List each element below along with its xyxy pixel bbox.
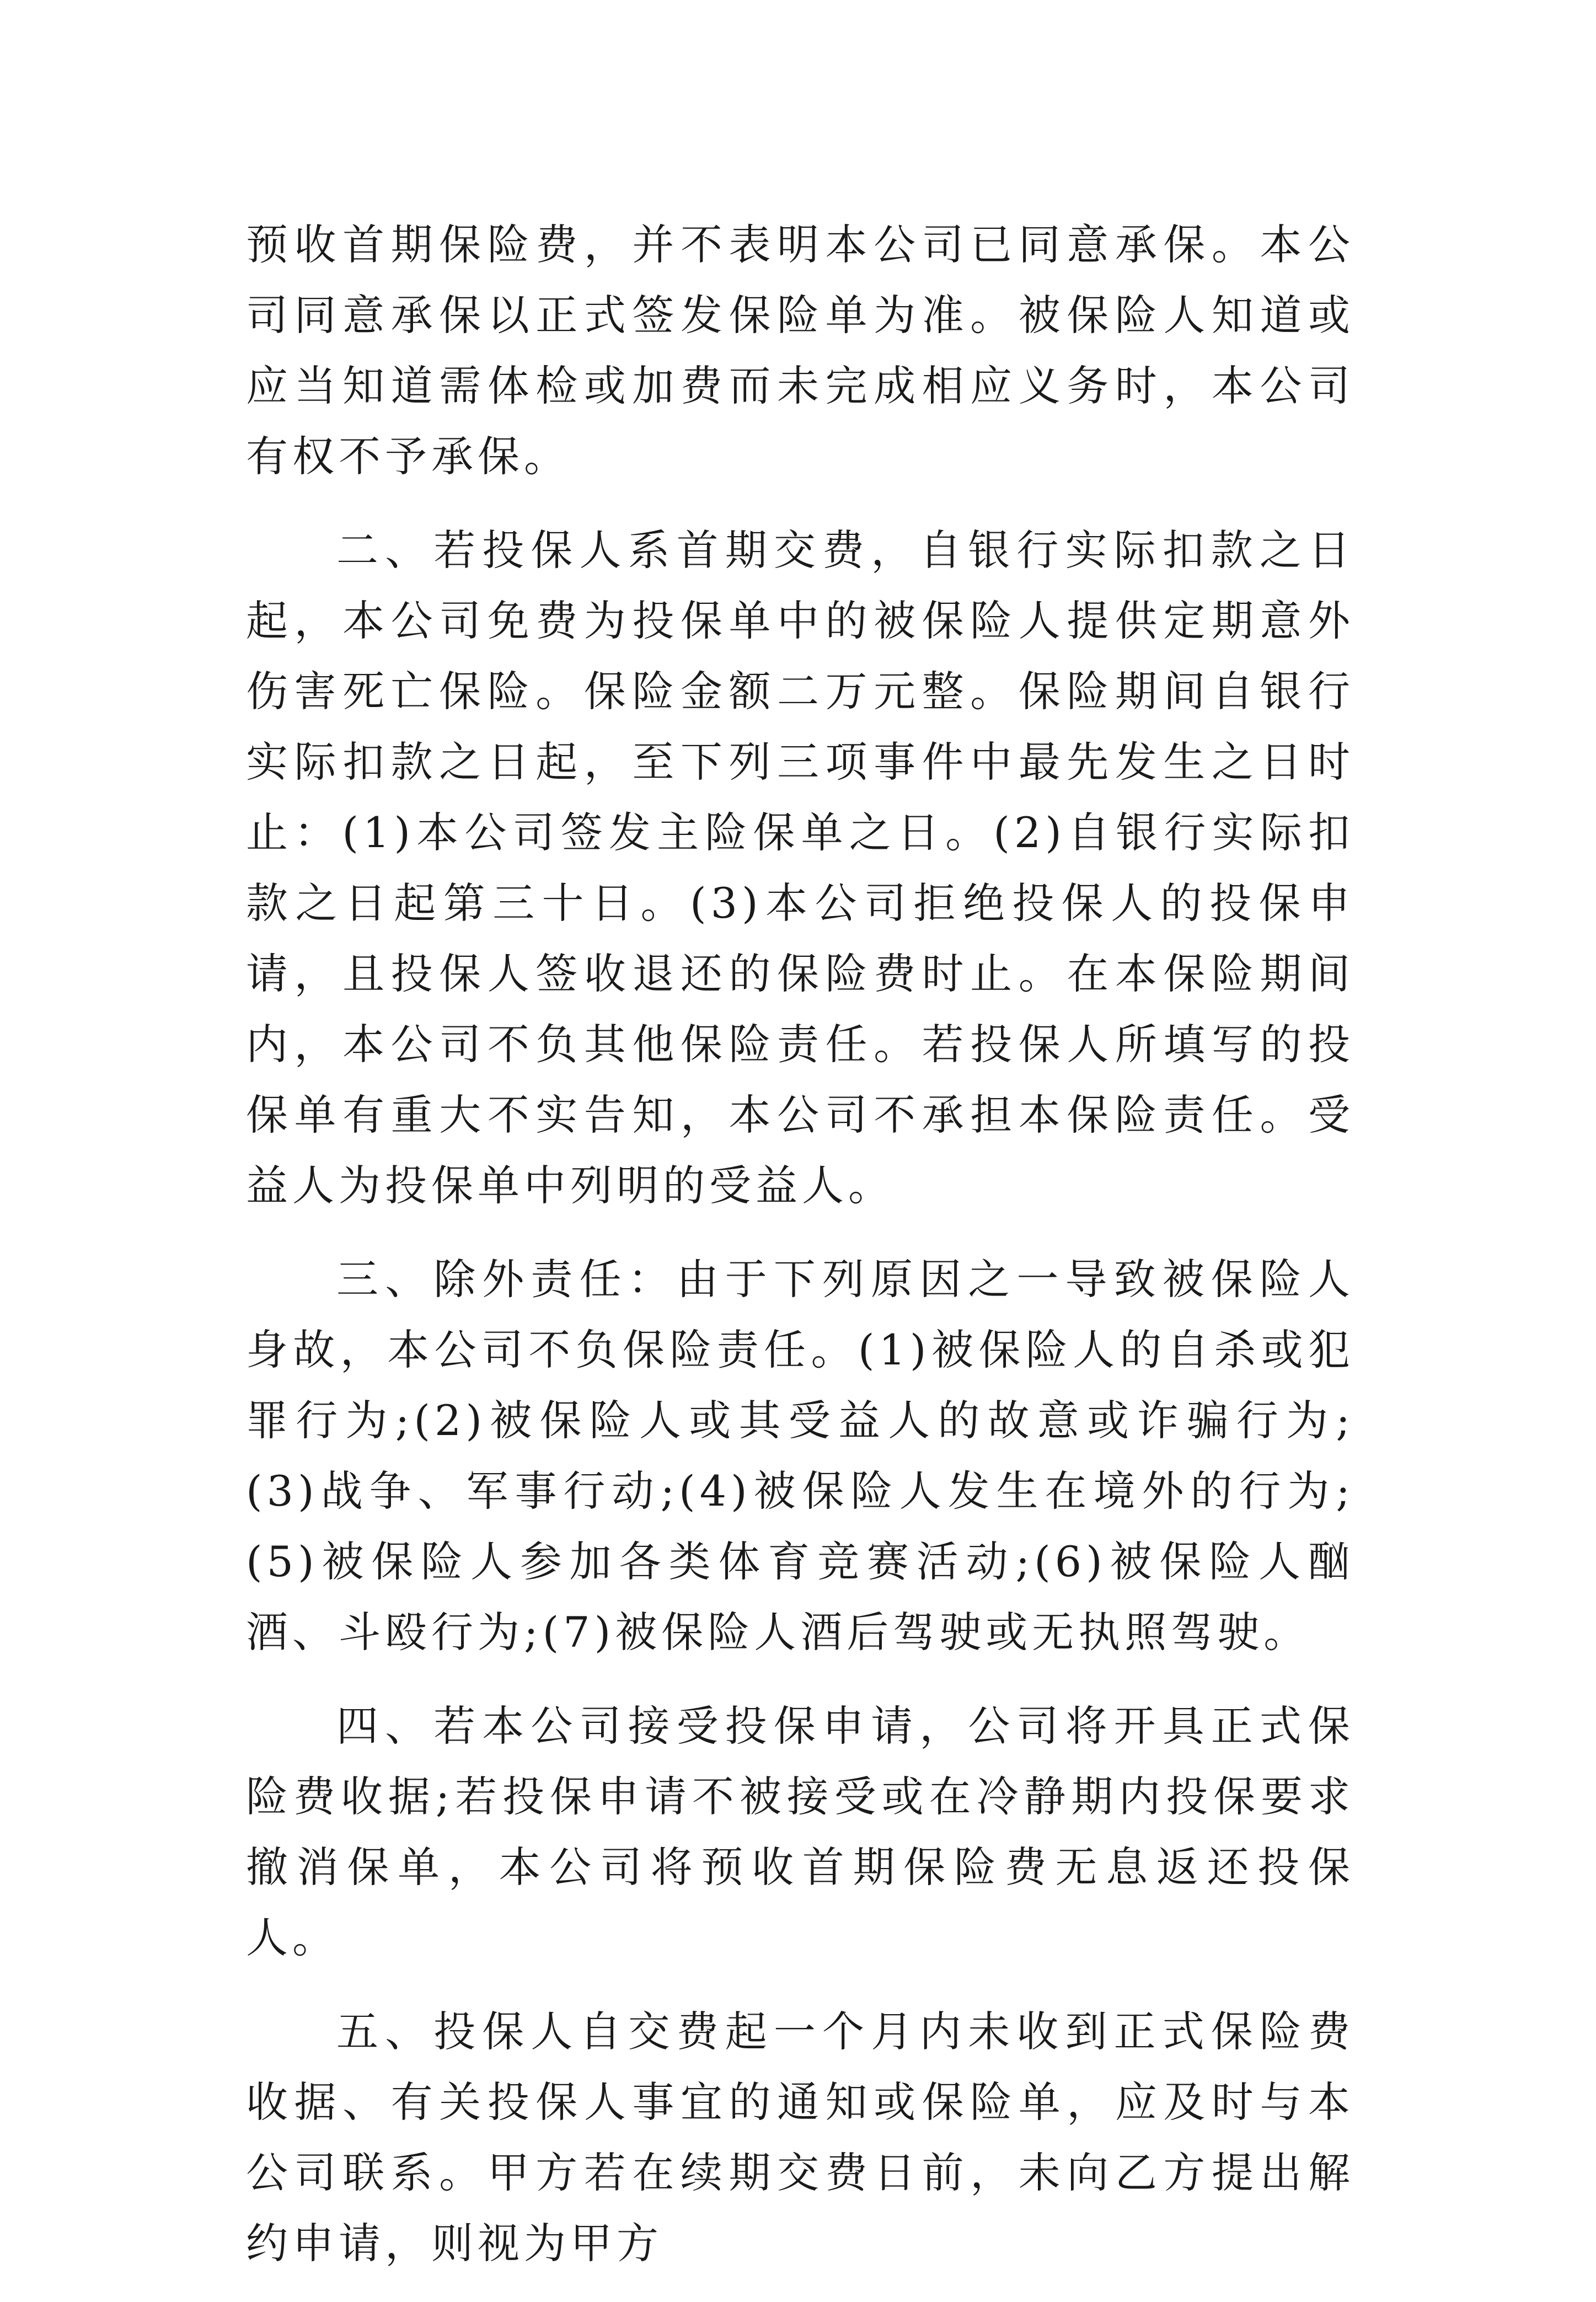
paragraph-clause-5: 五、投保人自交费起一个月内未收到正式保险费收据、有关投保人事宜的通知或保险单，应及时与本公司联系。甲方若在续期交费日前，未向乙方提出解约申请，则视为甲方 (246, 2007, 1354, 2268)
paragraph-continued: 预收首期保险费，并不表明本公司已同意承保。本公司同意承保以正式签发保险单为准。被保险人知道或应当知道需体检或加费而未完成相应义务时，本公司有权不予承保。 (246, 220, 1354, 481)
paragraph-clause-4: 四、若本公司接受投保申请，公司将开具正式保险费收据;若投保申请不被接受或在冷静期内投保要求撤消保单，本公司将预收首期保险费无息返还投保人。 (246, 1701, 1354, 1962)
paragraph-clause-3: 三、除外责任：由于下列原因之一导致被保险人身故，本公司不负保险责任。(1)被保险人的自杀或犯罪行为;(2)被保险人或其受益人的故意或诈骗行为;(3)战争、军事行动;(4)被保险人发生在境外的行为;(5)被保险人参加各类体育竞赛活动;(6)被保险人酗酒、斗殴行为;(7)被保险人酒后驾驶或无执照驾驶。 (246, 1255, 1354, 1657)
paragraph-clause-2: 二、若投保人系首期交费，自银行实际扣款之日起，本公司免费为投保单中的被保险人提供定期意外伤害死亡保险。保险金额二万元整。保险期间自银行实际扣款之日起，至下列三项事件中最先发生之日时止：(1)本公司签发主险保单之日。(2)自银行实际扣款之日起第三十日。(3)本公司拒绝投保人的投保申请，且投保人签收退还的保险费时止。在本保险期间内，本公司不负其他保险责任。若投保人所填写的投保单有重大不实告知，本公司不承担本保险责任。受益人为投保单中列明的受益人。 (246, 526, 1354, 1210)
document-body (246, 210, 1354, 2302)
